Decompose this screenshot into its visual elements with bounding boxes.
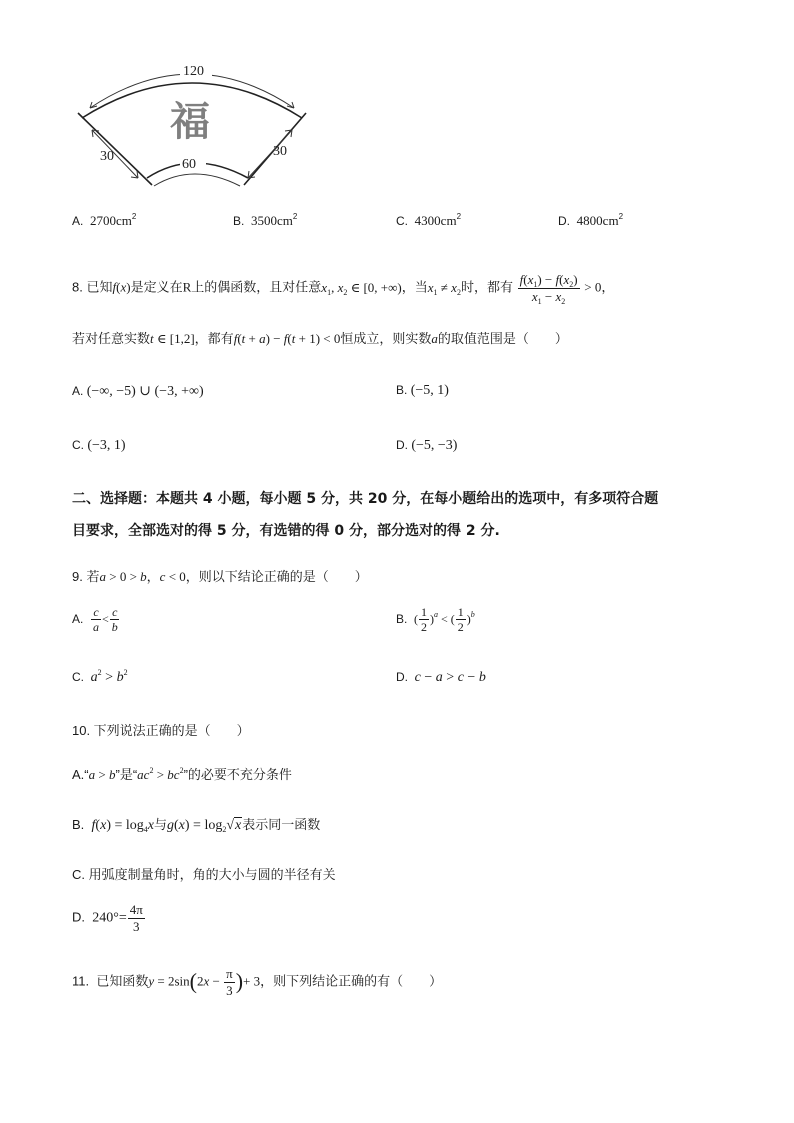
q10-stem: 10. 下列说法正确的是（ ） [72, 723, 250, 738]
q10-option-c[interactable]: C. 用弧度制量角时，角的大小与圆的半径有关 [72, 867, 336, 882]
q8-option-c[interactable]: C. (−3, 1) [72, 438, 126, 453]
q9-stem: 9. 若a > 0 > b，c < 0，则以下结论正确的是（ ） [72, 569, 368, 584]
label-30-right: 30 [273, 144, 287, 159]
q7-option-c[interactable]: C. $4300cm^2$ [396, 212, 462, 228]
label-120: 120 [183, 64, 204, 79]
left-edge [78, 113, 152, 185]
q8-option-b[interactable]: B. (−5, 1) [396, 383, 449, 398]
sector-figure [70, 60, 340, 190]
q9-option-b[interactable]: B. ( $\frac{1}{2}$ )$^a$ < ( $\frac{1}{2}$ )$^b$ [396, 605, 475, 635]
label-30-left: 30 [100, 149, 114, 164]
label-60: 60 [182, 157, 196, 172]
q7-option-d[interactable]: D. $4800cm^2$ [558, 212, 624, 228]
q10-option-d[interactable]: D. 240°= $\frac{4\pi}{3}$ [72, 902, 143, 934]
q8-option-a[interactable]: A. (−∞, −5) ∪ (−3, +∞) [72, 384, 204, 399]
q9-option-d[interactable]: D. c − a > c − b [396, 670, 486, 685]
fu-character: 福 [170, 98, 210, 145]
section2-heading-line1: 二、选择题：本题共 4 小题，每小题 5 分，共 20 分，在每小题给出的选项中，有多项符合题 [72, 491, 659, 507]
q8-option-d[interactable]: D. (−5, −3) [396, 438, 458, 453]
q8-stem-line2: 若对任意实数t ∈ [1,2]，都有f(t + a) − f(t + 1) < 0恒成立，则实数a的取值范围是（ ） [72, 331, 568, 346]
q8-stem-line1: 8. 已知f(x)是定义在R上的偶函数，且对任意$x_1$, $x_2$ ∈ [0, +∞)，当$x_1 \ne x_2$时，都有 $\frac{f(x_1) - f(x_2)}{x_1 - x_2}$ > 0， [72, 272, 615, 306]
q9-option-c[interactable]: C. $a^2 > b^2$ [72, 668, 128, 685]
section2-heading-line2: 目要求，全部选对的得 5 分，有选错的得 0 分，部分选对的得 2 分. [72, 523, 500, 539]
q9-option-a[interactable]: A. $\frac{c}{a}$ < $\frac{c}{b}$ [72, 605, 118, 635]
q10-option-b[interactable]: B. $f(x) = \log_4x$与$g(x) = \log_2√x$表示同一函数 [72, 817, 321, 834]
q7-option-a[interactable]: A. $2700cm^2$ [72, 212, 137, 228]
q10-option-a[interactable]: A.“a > b”是“$ac^2 > bc^2$”的必要不充分条件 [72, 766, 292, 782]
q11-stem: 11. 已知函数y = 2sin(2x − $\frac{\pi}{3}$ )+ 3，则下列结论正确的有（ ） [72, 966, 443, 998]
q7-option-b[interactable]: B. $3500cm^2$ [233, 212, 298, 228]
